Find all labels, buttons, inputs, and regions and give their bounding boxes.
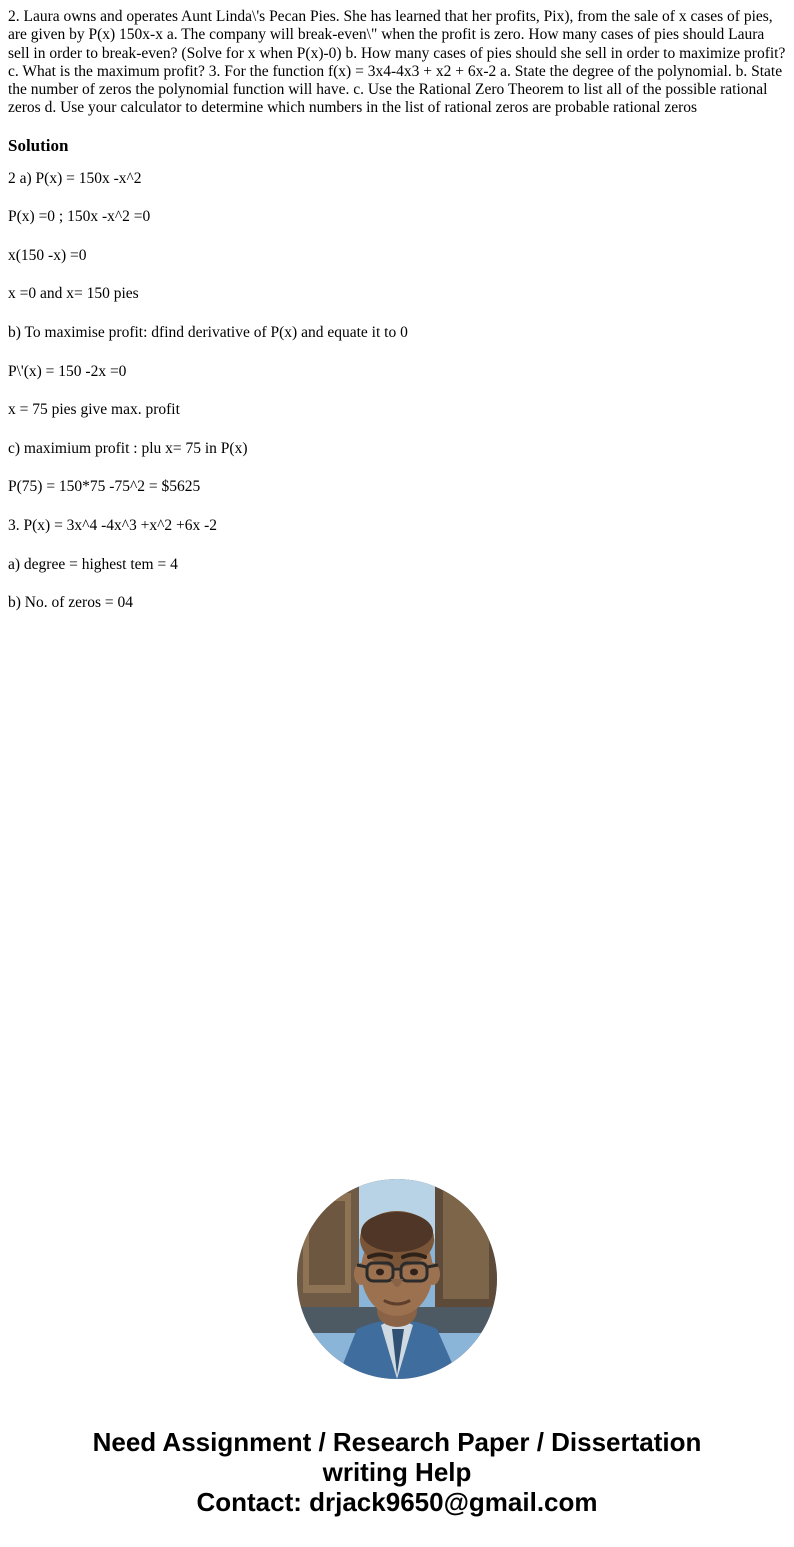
solution-step: 2 a) P(x) = 150x -x^2 bbox=[8, 169, 142, 187]
solution-step: b) No. of zeros = 04 bbox=[8, 594, 133, 612]
solution-step: P(x) =0 ; 150x -x^2 =0 bbox=[8, 208, 151, 226]
footer-line-3: Contact: drjack9650@gmail.com bbox=[196, 1487, 598, 1518]
footer-contact bbox=[8, 1427, 786, 1547]
solution-step: c) maximium profit : plu x= 75 in P(x) bbox=[8, 439, 248, 457]
solution-step: P(75) = 150*75 -75^2 = $5625 bbox=[8, 478, 201, 496]
page-spacer bbox=[8, 633, 786, 1173]
question-text: 2. Laura owns and operates Aunt Linda\'s Pecan Pies. She has learned that her profits, Pix), from the sale of x cases of pies, are given by P(x) 150x-x a. The company will break-even\" when the profit is zero. How many cases of pies should Laura sell in order to break-even? (Solve for x when P(x)-0) b. How many cases of pies should she sell in order to maximize profit? c. What is the maximum profit? 3. For the function f(x) = 3x4-4x3 + x2 + 6x-2 a. State the degree of the polynomial. b. State the number of zeros the polynomial function will have. c. Use the Rational Zero Theorem to list all of the possible rational zeros d. Use your calculator to determine which numbers in the list of rational zeros are probable rational zeros bbox=[8, 8, 786, 117]
solution-step: x = 75 pies give max. profit bbox=[8, 401, 180, 419]
solution-step: x =0 and x= 150 pies bbox=[8, 285, 139, 303]
solution-step: 3. P(x) = 3x^4 -4x^3 +x^2 +6x -2 bbox=[8, 517, 218, 535]
avatar bbox=[297, 1179, 497, 1379]
avatar-container bbox=[8, 1179, 786, 1379]
solution-step: a) degree = highest tem = 4 bbox=[8, 555, 178, 573]
footer-line-1: Need Assignment / Research Paper / Dissertation bbox=[92, 1426, 702, 1457]
solution-heading: Solution bbox=[8, 135, 69, 155]
solution-step: P\'(x) = 150 -2x =0 bbox=[8, 362, 127, 380]
solution-step: x(150 -x) =0 bbox=[8, 246, 87, 264]
solution-step: b) To maximise profit: dfind derivative of P(x) and equate it to 0 bbox=[8, 324, 408, 342]
footer-line-2: writing Help bbox=[322, 1456, 472, 1487]
